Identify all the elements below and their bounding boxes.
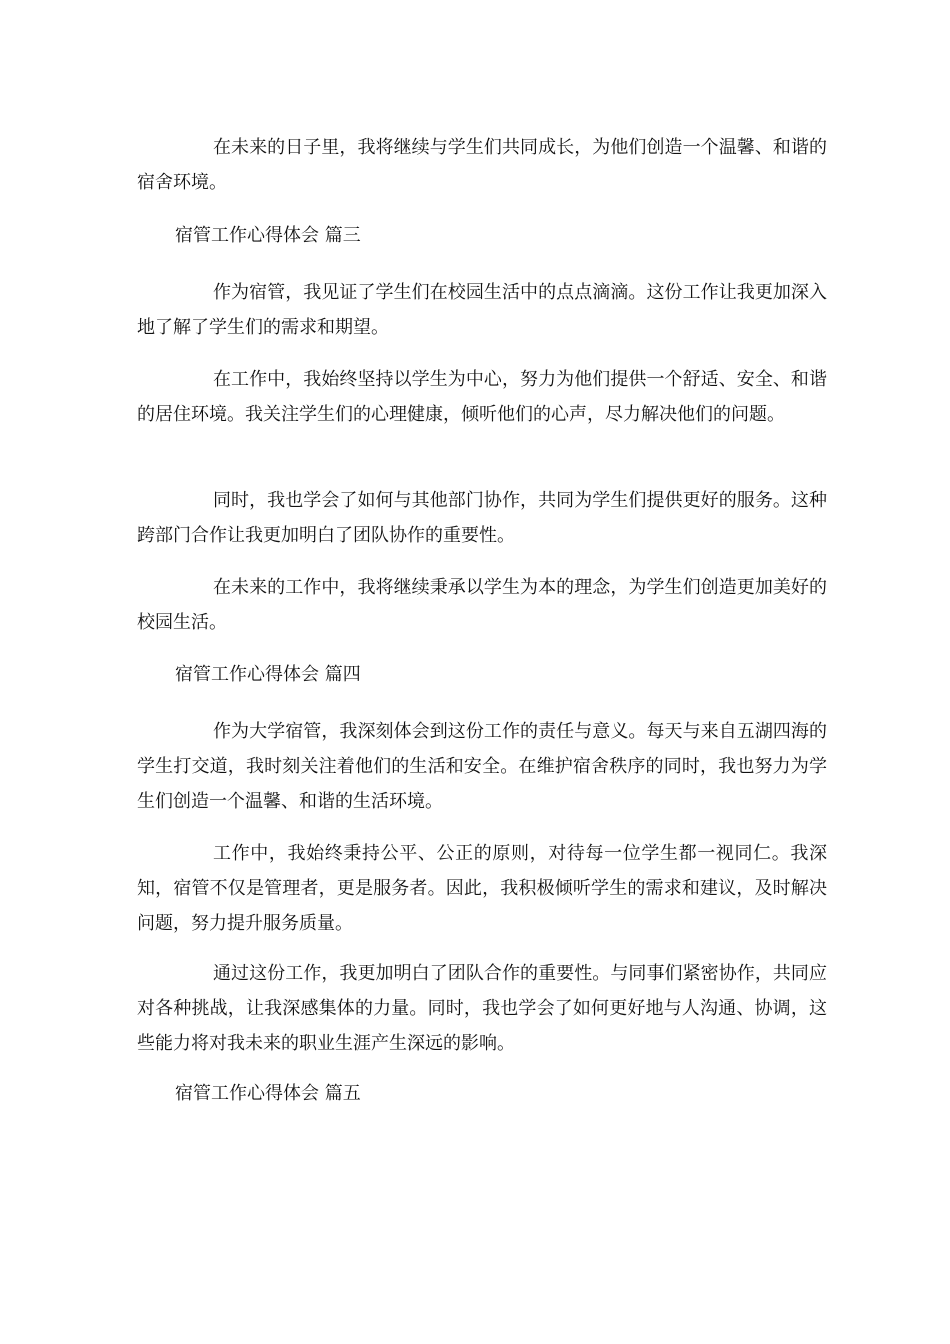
paragraph-part-three-2: 在工作中，我始终坚持以学生为中心，努力为他们提供一个舒适、安全、和谐的居住环境。我关注学生们的心理健康，倾听他们的心声，尽力解决他们的问题。 — [137, 369, 827, 425]
paragraph-part-three-1: 作为宿管，我见证了学生们在校园生活中的点点滴滴。这份工作让我更加深入地了解了学生们的需求和期望。 — [137, 282, 827, 338]
section-heading-part-five: 宿管工作心得体会 篇五 — [175, 1083, 361, 1104]
paragraph-closing-part-two: 在未来的日子里，我将继续与学生们共同成长，为他们创造一个温馨、和谐的宿舍环境。 — [137, 137, 827, 193]
section-heading-part-three: 宿管工作心得体会 篇三 — [175, 225, 361, 246]
paragraph-part-four-2: 工作中，我始终秉持公平、公正的原则，对待每一位学生都一视同仁。我深知，宿管不仅是管理者，更是服务者。因此，我积极倾听学生的需求和建议，及时解决问题，努力提升服务质量。 — [137, 843, 827, 934]
paragraph-part-three-4: 在未来的工作中，我将继续秉承以学生为本的理念，为学生们创造更加美好的校园生活。 — [137, 577, 827, 633]
paragraph-part-four-3: 通过这份工作，我更加明白了团队合作的重要性。与同事们紧密协作，共同应对各种挑战，让我深感集体的力量。同时，我也学会了如何更好地与人沟通、协调，这些能力将对我未来的职业生涯产生深远的影响。 — [137, 963, 827, 1054]
section-heading-part-four: 宿管工作心得体会 篇四 — [175, 664, 361, 685]
paragraph-part-four-1: 作为大学宿管，我深刻体会到这份工作的责任与意义。每天与来自五湖四海的学生打交道，我时刻关注着他们的生活和安全。在维护宿舍秩序的同时，我也努力为学生们创造一个温馨、和谐的生活环境。 — [137, 721, 827, 812]
paragraph-part-three-3: 同时，我也学会了如何与其他部门协作，共同为学生们提供更好的服务。这种跨部门合作让我更加明白了团队协作的重要性。 — [137, 490, 827, 546]
